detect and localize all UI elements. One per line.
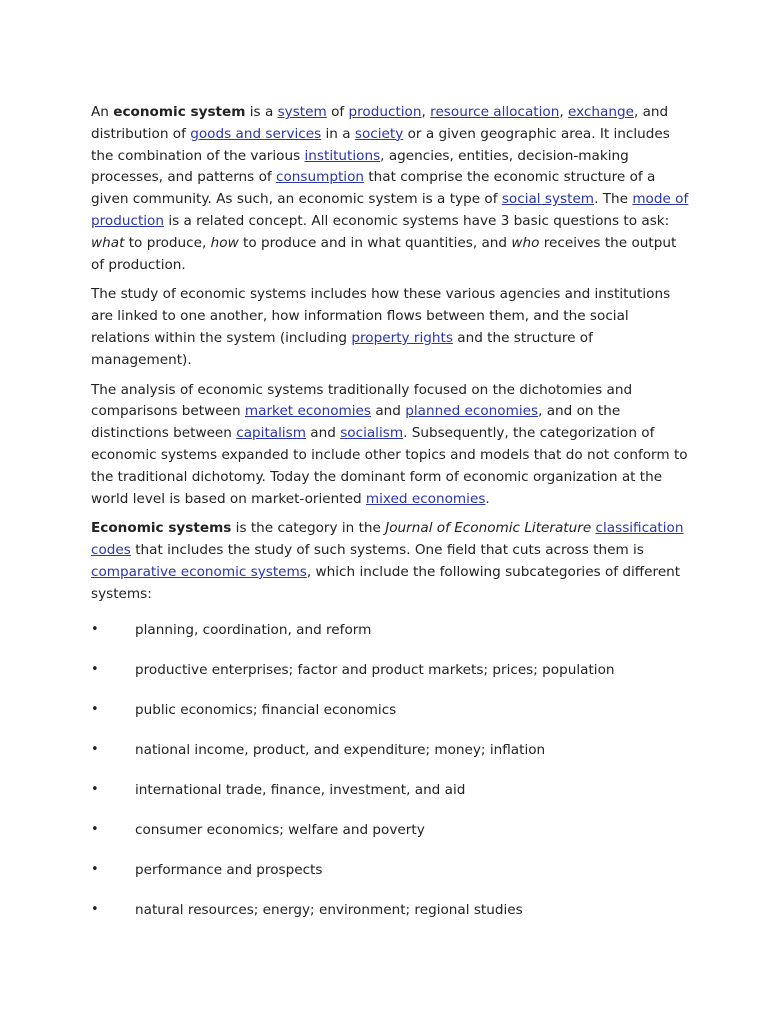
text-run: of xyxy=(326,104,349,120)
list-item-text: public economics; financial economics xyxy=(135,701,397,718)
text-run: to produce, xyxy=(124,234,211,251)
link-capitalism[interactable]: capitalism xyxy=(236,425,306,442)
list-item-text: productive enterprises; factor and product markets; prices; population xyxy=(135,661,615,678)
bullet-icon: • xyxy=(91,701,99,717)
text-run: , and on the distinctions between xyxy=(91,403,621,442)
link-property-rights[interactable]: property rights xyxy=(351,329,453,346)
link-society[interactable]: society xyxy=(354,125,404,142)
list-item-text: natural resources; energy; environment; regional studies xyxy=(135,901,523,918)
paragraph-economic-system-definition xyxy=(91,102,691,276)
term-economic-system: economic system xyxy=(113,104,246,120)
text-run: is the category in the xyxy=(231,520,386,537)
paragraph-jel-category xyxy=(91,518,691,605)
text-run: , and distribution of xyxy=(91,104,669,142)
list-item xyxy=(91,700,691,740)
link-mixed-economies[interactable]: mixed economies xyxy=(365,490,486,507)
link-goods-and-services[interactable]: goods and services xyxy=(190,125,322,142)
list-item xyxy=(91,780,691,820)
bullet-icon: • xyxy=(91,901,99,917)
bullet-icon: • xyxy=(91,661,99,677)
text-run: An xyxy=(91,104,114,120)
list-item xyxy=(91,820,691,860)
bullet-icon: • xyxy=(91,781,99,797)
text-run: or a given geographic area. It includes the combination of the various xyxy=(91,125,670,164)
journal-title: Journal of Economic Literature xyxy=(385,520,592,537)
text-run: receives the output of production. xyxy=(91,234,677,273)
link-comparative-economic-systems[interactable]: comparative economic systems xyxy=(91,563,307,580)
link-resource-allocation[interactable]: resource allocation xyxy=(430,104,560,120)
link-planned-economies[interactable]: planned economies xyxy=(405,403,539,420)
text-run: The study of economic systems includes how these various agencies and institutions are linked to one another, how information flows between them, and the social relations within the system (including xyxy=(91,286,671,346)
text-run: . The xyxy=(594,191,633,208)
text-run: in a xyxy=(321,125,355,142)
link-production[interactable]: production xyxy=(348,104,422,120)
text-run: , which include the following subcategories of different systems: xyxy=(91,563,681,602)
bullet-icon: • xyxy=(91,861,99,877)
text-run: and the structure of management). xyxy=(91,329,593,368)
text-run: and xyxy=(305,425,341,442)
list-item-text: performance and prospects xyxy=(135,861,323,878)
text-run: , agencies, entities, decision-making processes, and patterns of xyxy=(91,147,629,186)
link-market-economies[interactable]: market economies xyxy=(244,403,372,420)
text-run: is a related concept. All economic systems have 3 basic questions to ask: xyxy=(164,212,670,229)
text-run: . Subsequently, the categorization of economic systems expanded to include other topics and models that do not conform to the traditional dichotomy. Today the dominant form of economic organization at the world level is based on market-oriented xyxy=(91,425,688,507)
list-item-text: international trade, finance, investment, and aid xyxy=(135,781,466,798)
link-system[interactable]: system xyxy=(277,104,327,120)
link-classification-codes[interactable]: classification codes xyxy=(91,520,684,559)
list-item xyxy=(91,860,691,900)
link-consumption[interactable]: consumption xyxy=(276,169,365,186)
text-run: and xyxy=(371,403,406,420)
bullet-icon: • xyxy=(91,821,99,837)
term-economic-systems: Economic systems xyxy=(91,520,232,537)
list-item xyxy=(91,660,691,700)
list-item xyxy=(91,900,691,940)
link-exchange[interactable]: exchange xyxy=(567,104,634,120)
text-run: , xyxy=(559,104,568,120)
list-item-text: consumer economics; welfare and poverty xyxy=(135,821,425,838)
list-item-text: planning, coordination, and reform xyxy=(135,621,372,638)
text-run: The analysis of economic systems traditionally focused on the dichotomies and comparisons between xyxy=(91,381,633,420)
link-institutions[interactable]: institutions xyxy=(304,147,381,164)
list-item-text: national income, product, and expenditure; money; inflation xyxy=(135,741,546,758)
document-page xyxy=(91,102,691,940)
bullet-icon: • xyxy=(91,621,99,637)
subcategory-list xyxy=(91,620,691,940)
link-social-system[interactable]: social system xyxy=(501,191,595,208)
text-run: , xyxy=(421,104,431,120)
text-run: is a xyxy=(245,104,278,120)
text-run: to produce and in what quantities, and xyxy=(238,234,512,251)
link-mode-of-production[interactable]: mode of production xyxy=(91,191,689,229)
text-run: that comprise the economic structure of a given community. As such, an economic system is a type of xyxy=(91,169,656,208)
bullet-icon: • xyxy=(91,741,99,757)
text-run: that includes the study of such systems. One field that cuts across them is xyxy=(130,542,644,559)
emphasis-who: who xyxy=(511,234,540,251)
emphasis-how: how xyxy=(210,234,239,251)
emphasis-what: what xyxy=(91,234,125,251)
list-item xyxy=(91,740,691,780)
paragraph-analysis-dichotomies xyxy=(91,380,691,511)
text-run: . xyxy=(485,490,490,507)
list-item xyxy=(91,620,691,660)
paragraph-study-of-systems xyxy=(91,284,691,371)
link-socialism[interactable]: socialism xyxy=(340,425,404,442)
